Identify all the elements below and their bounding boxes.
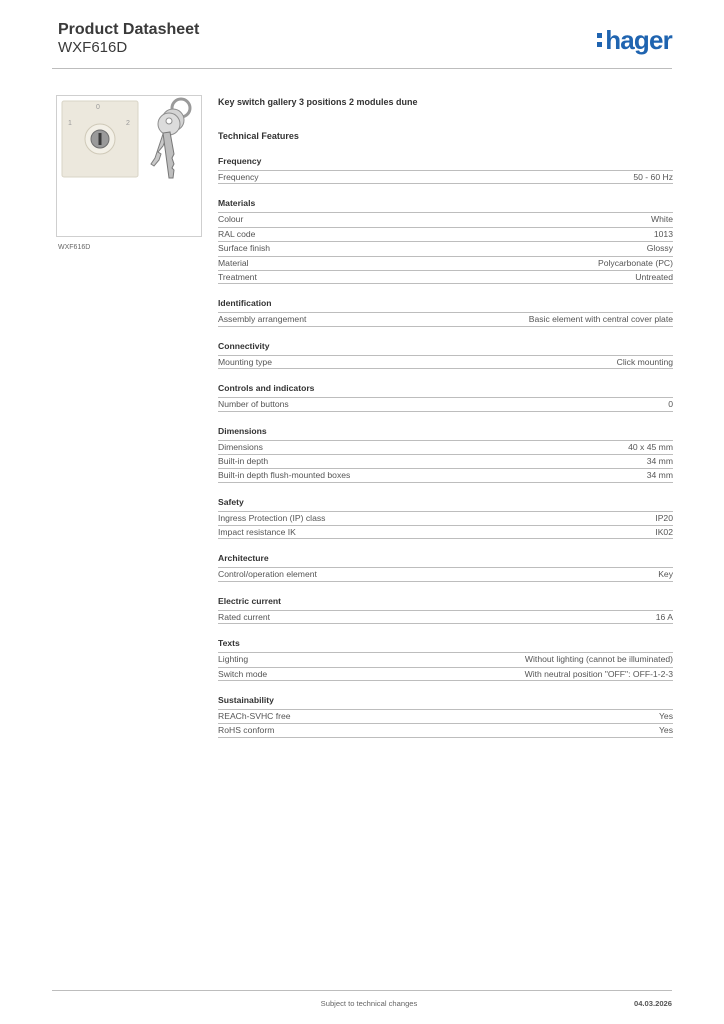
spec-label: Mounting type	[218, 356, 272, 367]
dial-label-0: 0	[96, 104, 100, 111]
section-title: Electric current	[218, 595, 282, 606]
spec-label: Surface finish	[218, 243, 271, 254]
spec-value: Key	[658, 569, 673, 580]
spec-label: Dimensions	[218, 441, 263, 452]
spec-label: REACh-SVHC free	[218, 711, 291, 722]
section-architecture	[218, 553, 673, 581]
spec-row	[218, 170, 673, 184]
spec-row	[218, 397, 673, 411]
section-title: Materials	[218, 198, 256, 209]
section-title: Connectivity	[218, 340, 270, 351]
spec-value: Polycarbonate (PC)	[598, 257, 673, 268]
spec-value: Click mounting	[616, 356, 673, 367]
spec-label: Built-in depth	[218, 455, 269, 466]
spec-label: Rated current	[218, 611, 271, 622]
spec-row	[218, 454, 673, 468]
spec-value: Untreated	[635, 271, 673, 282]
section-safety	[218, 497, 673, 540]
spec-value: 40 x 45 mm	[628, 441, 673, 452]
spec-row	[218, 525, 673, 539]
spec-row	[218, 270, 673, 284]
spec-row	[218, 227, 673, 241]
key-switch-illustration	[57, 96, 201, 236]
section-controls-and-indicators	[218, 383, 673, 411]
section-title: Frequency	[218, 156, 262, 166]
spec-label: Frequency	[218, 172, 259, 182]
product-code: WXF616D	[58, 39, 128, 56]
spec-label: Control/operation element	[218, 569, 317, 580]
spec-value: 1013	[653, 228, 673, 239]
spec-row	[218, 241, 673, 255]
section-title: Safety	[218, 496, 244, 507]
section-title: Dimensions	[218, 425, 267, 436]
spec-value: White	[651, 214, 673, 225]
section-electric-current	[218, 596, 673, 624]
spec-label: RAL code	[218, 228, 256, 239]
spec-row	[218, 610, 673, 624]
spec-value: Yes	[658, 711, 673, 722]
section-identification	[218, 298, 673, 326]
spec-row	[218, 468, 673, 482]
spec-value: 50 - 60 Hz	[633, 172, 673, 182]
spec-value: 34 mm	[646, 455, 673, 466]
dial-label-2: 2	[126, 120, 130, 127]
keys-icon	[151, 99, 190, 178]
section-sustainability	[218, 695, 673, 738]
section-title: Controls and indicators	[218, 383, 315, 394]
spec-label: Treatment	[218, 271, 257, 282]
section-texts	[218, 638, 673, 681]
spec-row	[218, 709, 673, 723]
footer-note: Subject to technical changes	[320, 999, 418, 1008]
hager-logo	[597, 27, 672, 53]
spec-value: With neutral position "OFF": OFF-1-2-3	[524, 668, 673, 679]
section-title: Sustainability	[218, 695, 274, 706]
section-dimensions	[218, 426, 673, 483]
spec-row	[218, 567, 673, 581]
spec-row	[218, 312, 673, 326]
spec-value: Yes	[658, 725, 673, 736]
section-title: Identification	[218, 298, 272, 309]
section-title: Architecture	[218, 553, 269, 564]
section-frequency	[218, 156, 673, 184]
logo-colon-icon	[597, 31, 603, 47]
spec-label: Material	[218, 257, 249, 268]
footer-date: 04.03.2026	[633, 999, 672, 1008]
spec-value: IP20	[655, 512, 673, 523]
section-connectivity	[218, 341, 673, 369]
spec-row	[218, 667, 673, 681]
logo-text: hager	[605, 25, 672, 55]
header-divider	[52, 68, 672, 69]
keyhole	[99, 133, 102, 145]
datasheet-content	[218, 96, 673, 738]
spec-row	[218, 355, 673, 369]
technical-features-heading: Technical Features	[218, 131, 299, 141]
feature-sections	[218, 156, 673, 738]
spec-row	[218, 256, 673, 270]
footer-divider	[52, 990, 672, 991]
spec-row	[218, 511, 673, 525]
spec-label: Lighting	[218, 654, 249, 665]
spec-label: Assembly arrangement	[218, 314, 307, 325]
spec-value: IK02	[655, 527, 673, 538]
section-materials	[218, 198, 673, 284]
spec-row	[218, 440, 673, 454]
spec-label: Built-in depth flush-mounted boxes	[218, 470, 351, 481]
spec-value: Basic element with central cover plate	[528, 314, 673, 325]
spec-row	[218, 652, 673, 666]
product-image	[56, 95, 202, 237]
spec-row	[218, 723, 673, 737]
spec-value: 34 mm	[646, 470, 673, 481]
product-description: Key switch gallery 3 positions 2 modules dune	[218, 97, 418, 107]
spec-label: Impact resistance IK	[218, 527, 296, 538]
spec-label: Ingress Protection (IP) class	[218, 512, 326, 523]
spec-label: Colour	[218, 214, 244, 225]
spec-row	[218, 212, 673, 226]
dial-label-1: 1	[68, 120, 72, 127]
spec-value: Glossy	[646, 243, 673, 254]
page-title: Product Datasheet	[58, 21, 200, 38]
spec-value: 0	[668, 399, 673, 410]
section-title: Texts	[218, 638, 240, 649]
image-caption: WXF616D	[58, 244, 91, 251]
spec-value: Without lighting (cannot be illuminated)	[524, 654, 673, 665]
spec-label: Number of buttons	[218, 399, 289, 410]
spec-label: RoHS conform	[218, 725, 275, 736]
spec-value: 16 A	[655, 611, 673, 622]
spec-label: Switch mode	[218, 668, 268, 679]
